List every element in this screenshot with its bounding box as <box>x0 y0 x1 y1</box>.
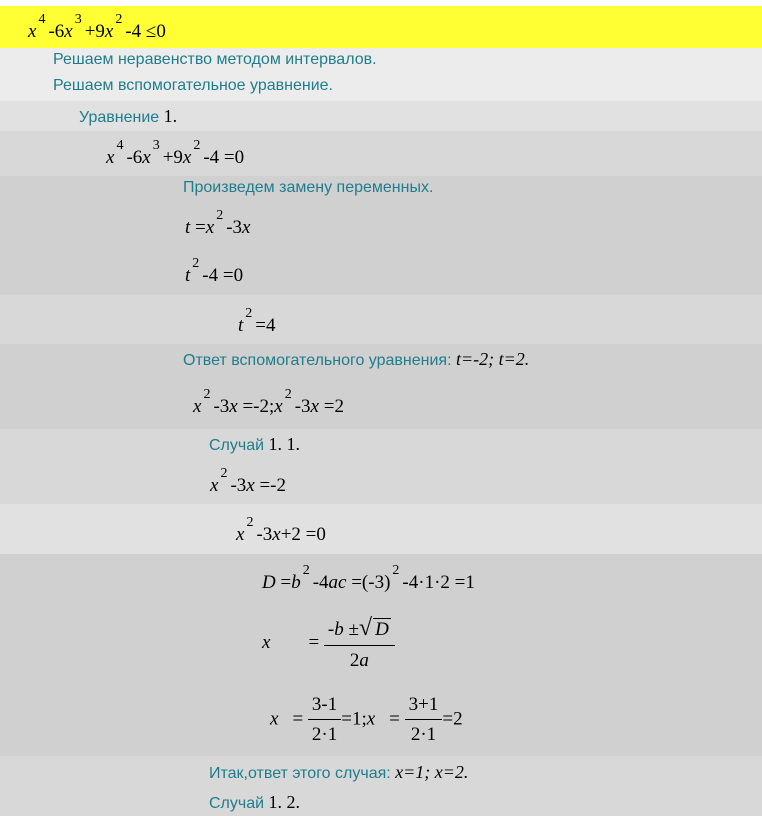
t-squared-equation: $t^2=4$ <box>238 306 276 336</box>
case-1-1-heading <box>209 434 300 455</box>
case-number: 1. 1. <box>268 434 301 454</box>
quadratic-equation: $x^2-3x+2 =0$ <box>236 515 326 545</box>
t-equation: $t^2-4 =0$ <box>185 256 244 286</box>
case-1-1-equation: $x^2-3x =-2$ <box>210 466 286 496</box>
back-substitution: $x^2-3x$ $=-2;x^2-3x =2$ <box>193 387 344 417</box>
case-answer-value: x=1; x=2. <box>395 762 469 782</box>
method-text: Решаем неравенство методом интервалов. <box>53 51 377 68</box>
discriminant: $D =b^2-4ac =(-3)^2-4\cdot 1\cdot 2 =1$ <box>262 563 475 593</box>
aux-answer-label: Ответ вспомогательного уравнения: <box>183 352 452 369</box>
band-level-5 <box>0 295 762 344</box>
aux-equation-text: Решаем вспомогательное уравнение. <box>53 77 333 94</box>
band-level-5b <box>0 429 762 504</box>
root-formula: x = $\frac{-b \pm√ D}{2a}$ <box>262 615 395 672</box>
band-level-6 <box>0 504 762 554</box>
case-label: Случай <box>209 437 265 454</box>
equation-label: Уравнение <box>79 109 160 126</box>
problem-inequality: $x^4-6x^3+9x^2-4 \le 0$ <box>28 12 166 42</box>
case-answer <box>209 762 468 783</box>
aux-answer <box>183 349 529 370</box>
substitution-text: Произведем замену переменных. <box>183 179 434 196</box>
equation-heading <box>79 106 177 127</box>
substitution-equation: $t =x^2-3x$ <box>185 208 251 238</box>
roots-computation: x = $\frac{3-1}{2\cdot 1}$ =1;x = $\frac{3+1}{2\cdot 1}$ =2 <box>270 694 463 745</box>
equation-number: 1. <box>163 106 178 126</box>
equation-1: $x^4-6x^3+9x^2-4 =0$ <box>106 138 245 168</box>
case-answer-label: Итак,ответ этого случая: <box>209 765 391 782</box>
aux-answer-value: t=-2; t=2. <box>455 349 530 369</box>
case-label: Случай <box>209 795 265 812</box>
case-number: 1. 2. <box>268 792 301 812</box>
case-1-2-heading <box>209 792 300 813</box>
